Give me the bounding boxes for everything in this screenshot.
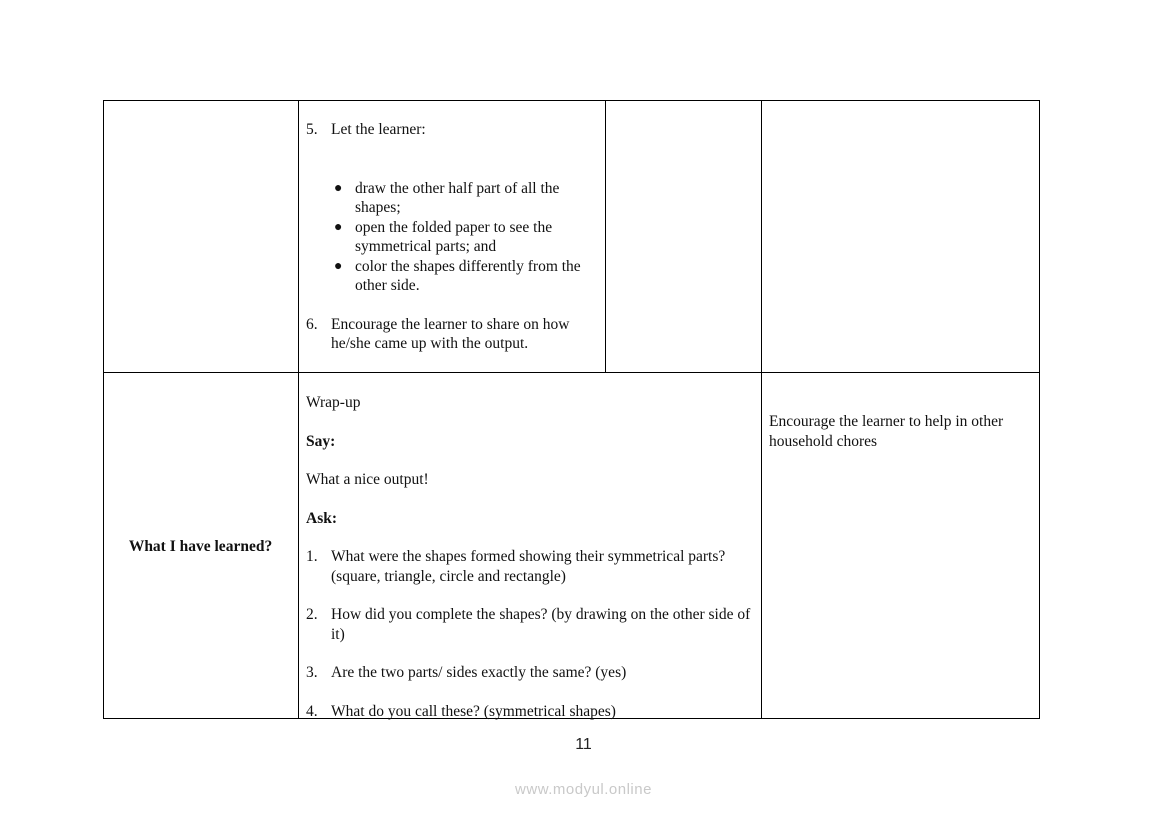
bullet-icon: ● [334,258,343,274]
question-item [306,663,758,683]
bullet-icon: ● [334,219,343,235]
question-item [306,605,758,644]
lesson-table [103,100,1040,719]
table-column-divider-row1 [605,100,606,372]
question-text: How did you complete the shapes? (by drawing on the other side of it) [331,606,751,643]
question-text: What were the shapes formed showing their symmetrical parts? (square, triangle, circle and rectangle) [331,548,726,585]
step-5 [306,120,596,140]
row2-section-label: What I have learned? [128,538,273,555]
step-6-number: 6. [306,315,318,333]
watermark: www.modyul.online [515,781,652,798]
question-text: Are the two parts/ sides exactly the same? (yes) [331,664,627,681]
table-column-divider [761,100,762,719]
wrapup-label: Wrap-up [306,394,361,411]
question-number: 1. [306,548,318,565]
bullet-item [306,257,596,296]
step-5-text: Let the learner: [331,121,426,138]
ask-label: Ask: [306,509,338,527]
say-label: Say: [306,432,336,450]
table-border-top [103,100,1040,101]
bullet-item [306,179,596,218]
row2-procedure-cell [306,393,758,721]
question-item [306,547,758,586]
bullet-icon: ● [334,180,343,196]
bullet-text: open the folded paper to see the symmetrical parts; and [355,218,553,255]
question-number: 4. [306,702,318,720]
bullet-item [306,218,596,257]
table-row-divider [103,372,1040,373]
bullet-text: color the shapes differently from the other side. [355,257,581,294]
question-item [306,702,758,722]
table-border-left [103,100,104,719]
step-6 [306,315,596,354]
question-number: 3. [306,664,318,681]
table-border-right [1039,100,1040,719]
question-text: What do you call these? (symmetrical shapes) [331,702,616,720]
page-number: 11 [575,736,592,753]
bullet-text: draw the other half part of all the shapes; [355,179,560,216]
say-text: What a nice output! [306,471,429,488]
row2-remarks-cell: Encourage the learner to help in other household chores [769,413,1004,450]
question-number: 2. [306,606,318,623]
table-column-divider [298,100,299,719]
step-6-text: Encourage the learner to share on how he/she came up with the output. [331,315,570,352]
row1-procedure-cell [306,120,596,354]
step-5-number: 5. [306,121,318,138]
